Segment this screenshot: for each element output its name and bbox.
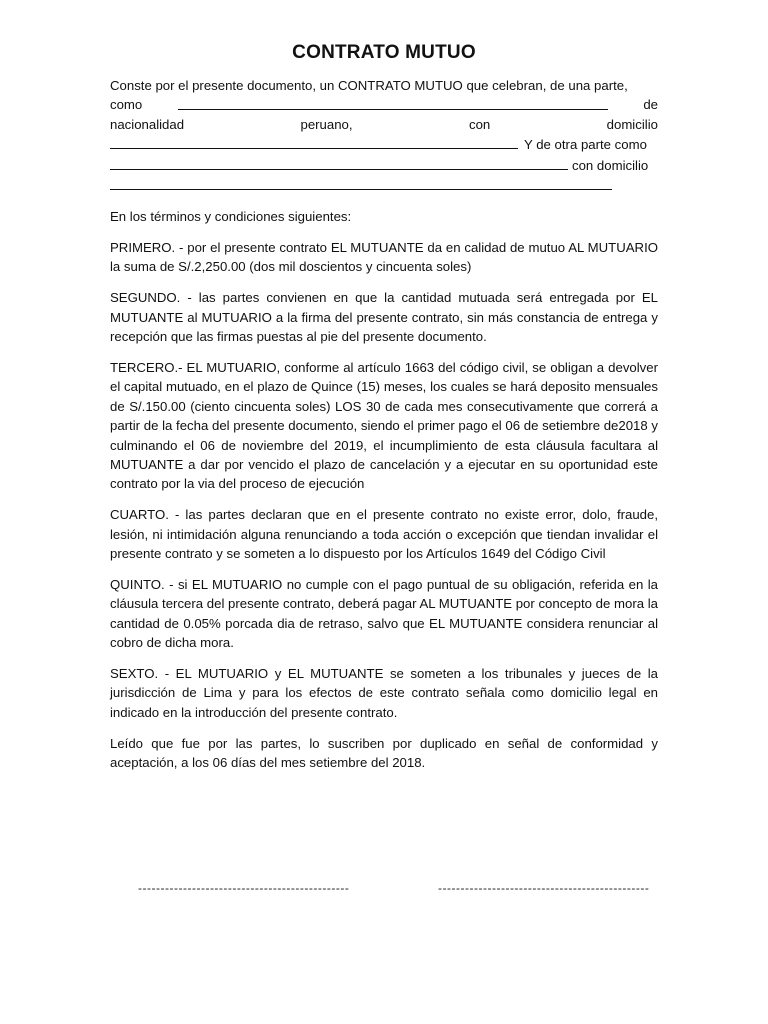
- closing-paragraph: Leído que fue por las partes, lo suscriben por duplicado en señal de conformidad y aceptación, a los 06 días del mes setiembre del 2018.: [110, 735, 658, 771]
- intro-line-3: [110, 115, 658, 134]
- intro-otra-parte: Y de otra parte como: [524, 137, 647, 153]
- intro-word-con: con: [468, 116, 491, 132]
- intro-line-2: [110, 95, 658, 114]
- signature-line-left: -----------------------------------------------: [138, 881, 350, 895]
- intro-word-como: como: [110, 97, 143, 113]
- clause-sexto: SEXTO. - EL MUTUARIO y EL MUTUANTE se someten a los tribunales y jueces de la jurisdicción de Lima y para los efectos de este contrato señala como domicilio legal en indicado en la introducción del presente contrato.: [110, 666, 658, 720]
- clause-quinto: QUINTO. - si EL MUTUARIO no cumple con el pago puntual de su obligación, referida en la cláusula tercera del presente contrato, deberá pagar AL MUTUANTE por concepto de mora la cantidad de 0.05% porcada dia de retraso, salvo que EL MUTUANTE considera renunciar al cobro de dicha mora.: [110, 576, 658, 651]
- blank-domicilio: [110, 134, 518, 149]
- signature-line-right: -----------------------------------------------: [438, 881, 650, 895]
- blank-party-name: [178, 95, 608, 110]
- intro-con-domicilio: con domicilio: [572, 157, 649, 173]
- clause-cuarto: CUARTO. - las partes declaran que en el presente contrato no existe error, dolo, fraude, lesión, ni intimidación alguna renunciando a toda acción o excepción que tiendan invalidar el presente contrato y se someten a lo dispuesto por los Artículos 1649 del Código Civil: [110, 507, 658, 562]
- intro-word-de: de: [643, 97, 658, 113]
- blank-other-domicilio: [110, 175, 612, 190]
- clause-primero: PRIMERO. - por el presente contrato EL MUTUANTE da en calidad de mutuo AL MUTUARIO la suma de S/.2,250.00 (dos mil doscientos y cincuenta soles): [110, 239, 658, 275]
- document-body: [110, 76, 658, 784]
- intro-word-domicilio: domicilio: [606, 116, 658, 132]
- intro-line-1: Conste por el presente documento, un CONTRATO MUTUO que celebran, de una parte,: [110, 78, 628, 93]
- document-title: CONTRATO MUTUO: [292, 42, 476, 63]
- blank-other-party: [110, 155, 568, 170]
- paragraph-terminos: En los términos y condiciones siguientes:: [110, 208, 352, 224]
- intro-paragraph: [110, 76, 658, 195]
- clause-segundo: SEGUNDO. - las partes convienen en que la cantidad mutuada será entregada por EL MUTUANTE al MUTUARIO a la firma del presente contrato, sin más constancia de entrega y recepción que las firmas puestas al pie del presente documento.: [110, 290, 658, 344]
- intro-word-peruano: peruano,: [300, 116, 353, 132]
- intro-line-4: [110, 134, 658, 154]
- intro-line-6: [110, 175, 658, 195]
- intro-line-5: [110, 155, 658, 175]
- clause-tercero: TERCERO.- EL MUTUARIO, conforme al artículo 1663 del código civil, se obligan a devolver el capital mutuado, en el plazo de Quince (15) meses, los cuales se hará deposito mensuales de S/.150.00 (ciento cincuenta soles) LOS 30 de cada mes consecutivamente que correrá a partir de la fecha del presente documento, siendo el primer pago el 06 de setiembre de2018 y culminando el 06 de noviembre del 2019, el incumplimiento de esta cláusula facultara al MUTUANTE a dar por vencido el plazo de cancelación y a ejecutar en su oportunidad este contrato por la via del proceso de ejecución: [110, 359, 658, 492]
- intro-word-nacionalidad: nacionalidad: [110, 116, 185, 132]
